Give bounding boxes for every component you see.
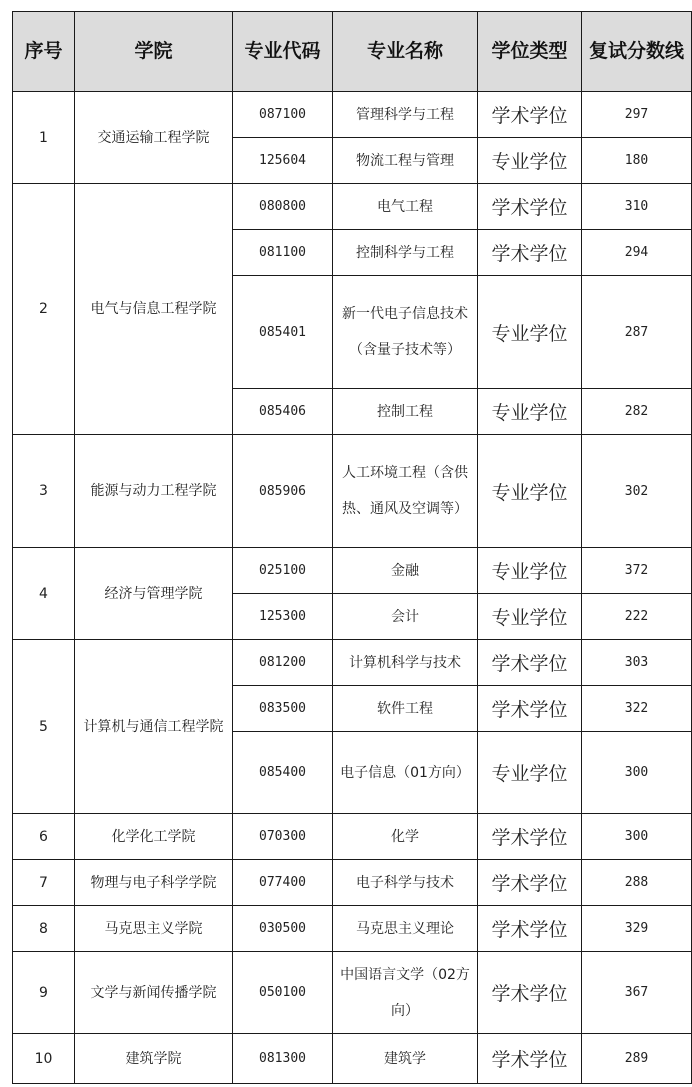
cell-no: 3 [13,435,75,548]
cell-major: 化学 [333,814,478,860]
cell-no: 2 [13,184,75,435]
header-no: 序号 [13,12,75,92]
cell-code: 080800 [233,184,333,230]
cell-score: 297 [582,92,692,138]
cell-score: 367 [582,952,692,1034]
cell-code: 085401 [233,276,333,389]
table-row [13,814,692,860]
cell-code: 025100 [233,548,333,594]
cell-college: 马克思主义学院 [75,906,233,952]
cell-code: 030500 [233,906,333,952]
cell-major: 建筑学 [333,1034,478,1084]
cell-code: 081200 [233,640,333,686]
cell-code: 125300 [233,594,333,640]
cell-code: 081300 [233,1034,333,1084]
cell-major: 金融 [333,548,478,594]
table-row [13,860,692,906]
cell-college: 化学化工学院 [75,814,233,860]
cell-major: 计算机科学与技术 [333,640,478,686]
cell-college: 电气与信息工程学院 [75,184,233,435]
cell-college: 建筑学院 [75,1034,233,1084]
cell-type: 学术学位 [478,906,582,952]
cell-score: 322 [582,686,692,732]
header-row [13,12,692,92]
cell-score: 329 [582,906,692,952]
table-row [13,435,692,548]
cell-score: 303 [582,640,692,686]
cell-code: 125604 [233,138,333,184]
cell-major: 控制科学与工程 [333,230,478,276]
cell-type: 学术学位 [478,686,582,732]
cell-no: 10 [13,1034,75,1084]
cell-major: 马克思主义理论 [333,906,478,952]
cell-no: 8 [13,906,75,952]
header-college: 学院 [75,12,233,92]
cell-type: 专业学位 [478,389,582,435]
cell-major: 会计 [333,594,478,640]
cell-college: 能源与动力工程学院 [75,435,233,548]
cell-score: 310 [582,184,692,230]
cell-score: 300 [582,814,692,860]
table-row [13,906,692,952]
cell-major: 电气工程 [333,184,478,230]
cell-type: 学术学位 [478,92,582,138]
cell-type: 专业学位 [478,435,582,548]
cell-type: 专业学位 [478,732,582,814]
cell-no: 5 [13,640,75,814]
cell-score: 289 [582,1034,692,1084]
cell-no: 1 [13,92,75,184]
cell-major: 物流工程与管理 [333,138,478,184]
cell-type: 学术学位 [478,184,582,230]
cell-college: 物理与电子科学学院 [75,860,233,906]
cell-college: 计算机与通信工程学院 [75,640,233,814]
cell-type: 专业学位 [478,548,582,594]
cell-type: 专业学位 [478,276,582,389]
cell-code: 085406 [233,389,333,435]
cell-score: 300 [582,732,692,814]
cell-score: 288 [582,860,692,906]
cell-type: 学术学位 [478,952,582,1034]
table-row [13,548,692,594]
header-type: 学位类型 [478,12,582,92]
cell-code: 087100 [233,92,333,138]
cell-no: 9 [13,952,75,1034]
cell-type: 学术学位 [478,1034,582,1084]
cell-major: 软件工程 [333,686,478,732]
cell-score: 222 [582,594,692,640]
cell-score: 282 [582,389,692,435]
cell-type: 专业学位 [478,138,582,184]
cell-major: 管理科学与工程 [333,92,478,138]
cell-score: 180 [582,138,692,184]
cell-type: 学术学位 [478,860,582,906]
cell-type: 学术学位 [478,814,582,860]
cell-major: 中国语言文学（02方向） [333,952,478,1034]
cell-code: 070300 [233,814,333,860]
table-row [13,952,692,1034]
header-major: 专业名称 [333,12,478,92]
header-score: 复试分数线 [582,12,692,92]
table-row [13,92,692,138]
cell-major: 新一代电子信息技术（含量子技术等） [333,276,478,389]
score-table [12,11,692,1084]
cell-college: 交通运输工程学院 [75,92,233,184]
cell-score: 372 [582,548,692,594]
cell-code: 085400 [233,732,333,814]
cell-college: 经济与管理学院 [75,548,233,640]
table-row [13,184,692,230]
cell-score: 294 [582,230,692,276]
cell-type: 学术学位 [478,640,582,686]
cell-major: 控制工程 [333,389,478,435]
cell-no: 4 [13,548,75,640]
cell-type: 专业学位 [478,594,582,640]
cell-major: 电子科学与技术 [333,860,478,906]
cell-type: 学术学位 [478,230,582,276]
cell-major: 人工环境工程（含供热、通风及空调等） [333,435,478,548]
cell-code: 050100 [233,952,333,1034]
table-row [13,640,692,686]
header-code: 专业代码 [233,12,333,92]
table-row [13,1034,692,1084]
cell-code: 085906 [233,435,333,548]
cell-college: 文学与新闻传播学院 [75,952,233,1034]
cell-major: 电子信息（01方向） [333,732,478,814]
cell-no: 7 [13,860,75,906]
cell-code: 081100 [233,230,333,276]
cell-no: 6 [13,814,75,860]
cell-score: 302 [582,435,692,548]
cell-code: 077400 [233,860,333,906]
cell-score: 287 [582,276,692,389]
cell-code: 083500 [233,686,333,732]
